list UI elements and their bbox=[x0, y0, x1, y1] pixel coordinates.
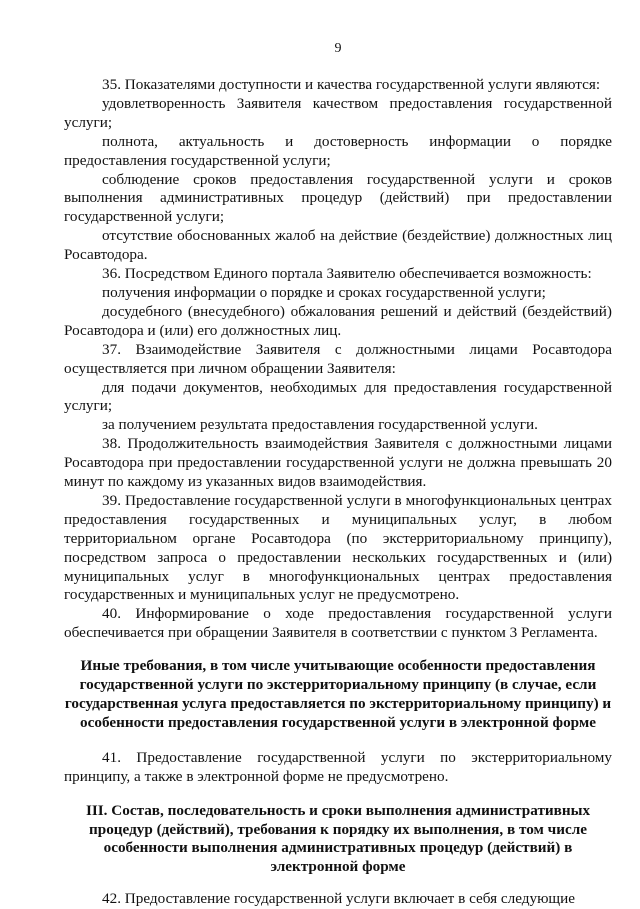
paragraph-36-item-2: досудебного (внесудебного) обжалования решений и действий (бездействий) Росавтодора и (или) его должностных лиц. bbox=[64, 302, 612, 339]
paragraph-39: 39. Предоставление государственной услуги в многофункциональных центрах предоставления государственных и муниципальных услуг, в любом территориальном органе Росавтодора (по экстерриториальному принципу), посредством запроса о предоставлении нескольких государственных и (или) муниципальных услуг в многофункциональных центрах предоставления государственных и муниципальных услуг не предусмотрено. bbox=[64, 491, 612, 604]
paragraph-37-item-1: для подачи документов, необходимых для предоставления государственной услуги; bbox=[64, 378, 612, 415]
paragraph-37: 37. Взаимодействие Заявителя с должностными лицами Росавтодора осуществляется при личном обращении Заявителя: bbox=[64, 340, 612, 377]
paragraph-38: 38. Продолжительность взаимодействия Заявителя с должностными лицами Росавтодора при предоставлении государственной услуги не должна превышать 20 минут по каждому из указанных видов взаимодействия. bbox=[64, 435, 612, 491]
section-heading-other-requirements: Иные требования, в том числе учитывающие особенности предоставления государственной услуги по экстерриториальному принципу (в случае, если государственная услуга предоставляется по экстерриториальному принципу) и особенности предоставления государственной услуги в электронной форме bbox=[64, 657, 612, 731]
section-heading-iii: III. Состав, последовательность и сроки выполнения административных процедур (действий), требования к порядку их выполнения, в том числе особенности выполнения административных процедур (действий) в электронной форме bbox=[85, 801, 591, 876]
paragraph-42: 42. Предоставление государственной услуги включает в себя следующие bbox=[102, 890, 575, 908]
paragraph-41: 41. Предоставление государственной услуги по экстерриториальному принципу, а также в электронной форме не предусмотрено. bbox=[64, 748, 612, 785]
document-page bbox=[64, 40, 612, 909]
page-number: 9 bbox=[334, 41, 342, 56]
paragraph-35: 35. Показателями доступности и качества государственной услуги являются: bbox=[102, 76, 601, 93]
paragraph-35-item-1: удовлетворенность Заявителя качеством предоставления государственной услуги; bbox=[64, 94, 612, 131]
paragraph-35-item-2: полнота, актуальность и достоверность информации о порядке предоставления государственной услуги; bbox=[64, 132, 612, 169]
paragraph-37-item-2: за получением результата предоставления государственной услуги. bbox=[102, 416, 538, 434]
paragraph-36: 36. Посредством Единого портала Заявителю обеспечивается возможность: bbox=[102, 265, 592, 283]
paragraph-40: 40. Информирование о ходе предоставления государственной услуги обеспечивается при обращении Заявителя в соответствии с пунктом 3 Регламента. bbox=[64, 605, 612, 642]
paragraph-35-item-4: отсутствие обоснованных жалоб на действие (бездействие) должностных лиц Росавтодора. bbox=[64, 227, 612, 264]
paragraph-36-item-1: получения информации о порядке и сроках государственной услуги; bbox=[102, 283, 546, 301]
paragraph-35-item-3: соблюдение сроков предоставления государственной услуги и сроков выполнения административных процедур (действий) при предоставлении государственной услуги; bbox=[64, 170, 612, 226]
